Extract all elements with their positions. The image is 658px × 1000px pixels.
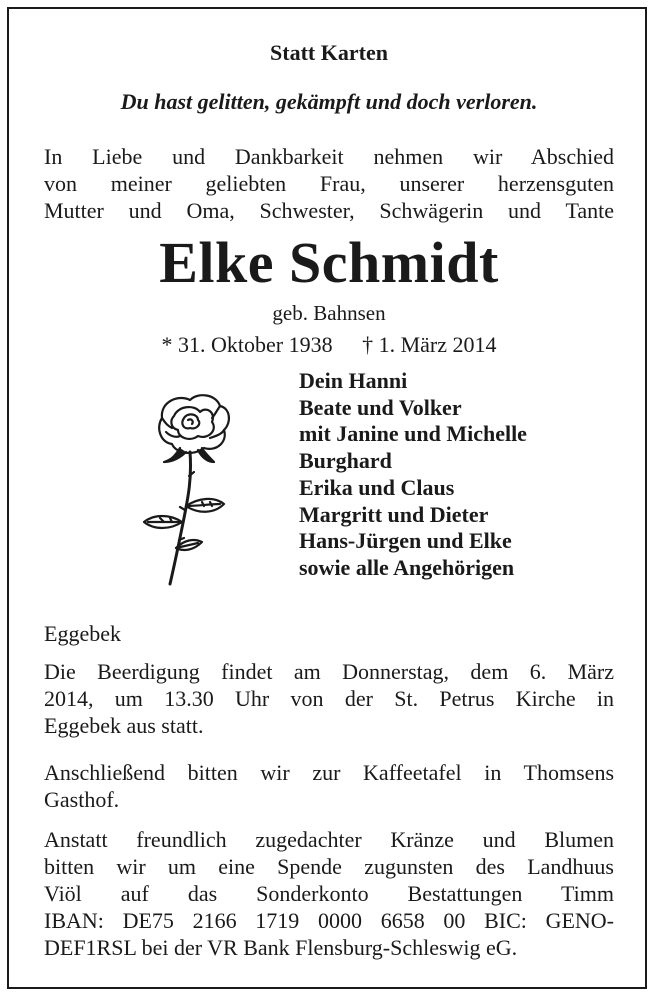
rose-icon xyxy=(132,388,282,588)
funeral-line: Die Beerdigung findet am Donnerstag, dem 6. März xyxy=(44,659,614,684)
family-member: Dein Hanni xyxy=(299,368,408,393)
family-member: Erika und Claus xyxy=(299,474,455,500)
donation-line: Anstatt freundlich zugedachter Kränze und Blumen xyxy=(44,827,614,852)
intro-line: Mutter und Oma, Schwester, Schwägerin und Tante xyxy=(44,198,614,223)
donation-line: Viöl auf das Sonderkonto Bestattungen Timm xyxy=(44,881,614,906)
family-member: Margritt und Dieter xyxy=(299,501,489,527)
coffee-line: Anschließend bitten wir zur Kaffeetafel in Thomsens xyxy=(44,760,614,785)
place-text xyxy=(44,620,614,647)
family-list xyxy=(299,368,527,582)
place-line: Eggebek xyxy=(44,621,121,646)
family-member: Burghard xyxy=(299,448,392,474)
funeral-line: Eggebek aus statt. xyxy=(44,713,204,738)
family-member: mit Janine und Michelle xyxy=(299,421,527,447)
life-dates xyxy=(44,332,614,358)
birth-date: * 31. Oktober 1938 xyxy=(161,332,333,357)
family-member: Beate und Volker xyxy=(299,394,462,420)
header-text: Statt Karten xyxy=(270,40,388,65)
coffee-line: Gasthof. xyxy=(44,787,120,812)
family-member: sowie alle Angehörigen xyxy=(299,554,515,580)
motto-text: Du hast gelitten, gekämpft und doch verloren. xyxy=(120,89,538,114)
deceased-name: Elke Schmidt xyxy=(159,230,499,295)
family-member: Hans-Jürgen und Elke xyxy=(299,528,512,554)
donation-line: bitten wir um eine Spende zugunsten des Landhuus xyxy=(44,854,614,879)
funeral-paragraph xyxy=(44,658,614,739)
intro-paragraph xyxy=(44,143,614,224)
funeral-line: 2014, um 13.30 Uhr von der St. Petrus Kirche in xyxy=(44,686,614,711)
donation-paragraph xyxy=(44,826,614,961)
death-date: † 1. März 2014 xyxy=(362,332,497,357)
donation-line: DEF1RSL bei der VR Bank Flensburg-Schleswig eG. xyxy=(44,935,518,960)
intro-line: In Liebe und Dankbarkeit nehmen wir Abschied xyxy=(44,144,614,169)
intro-line: von meiner geliebten Frau, unserer herzensguten xyxy=(44,171,614,196)
maiden-name: geb. Bahnsen xyxy=(272,301,386,325)
donation-line: IBAN: DE75 2166 1719 0000 6658 00 BIC: GENO- xyxy=(44,908,614,933)
coffee-paragraph xyxy=(44,759,614,813)
